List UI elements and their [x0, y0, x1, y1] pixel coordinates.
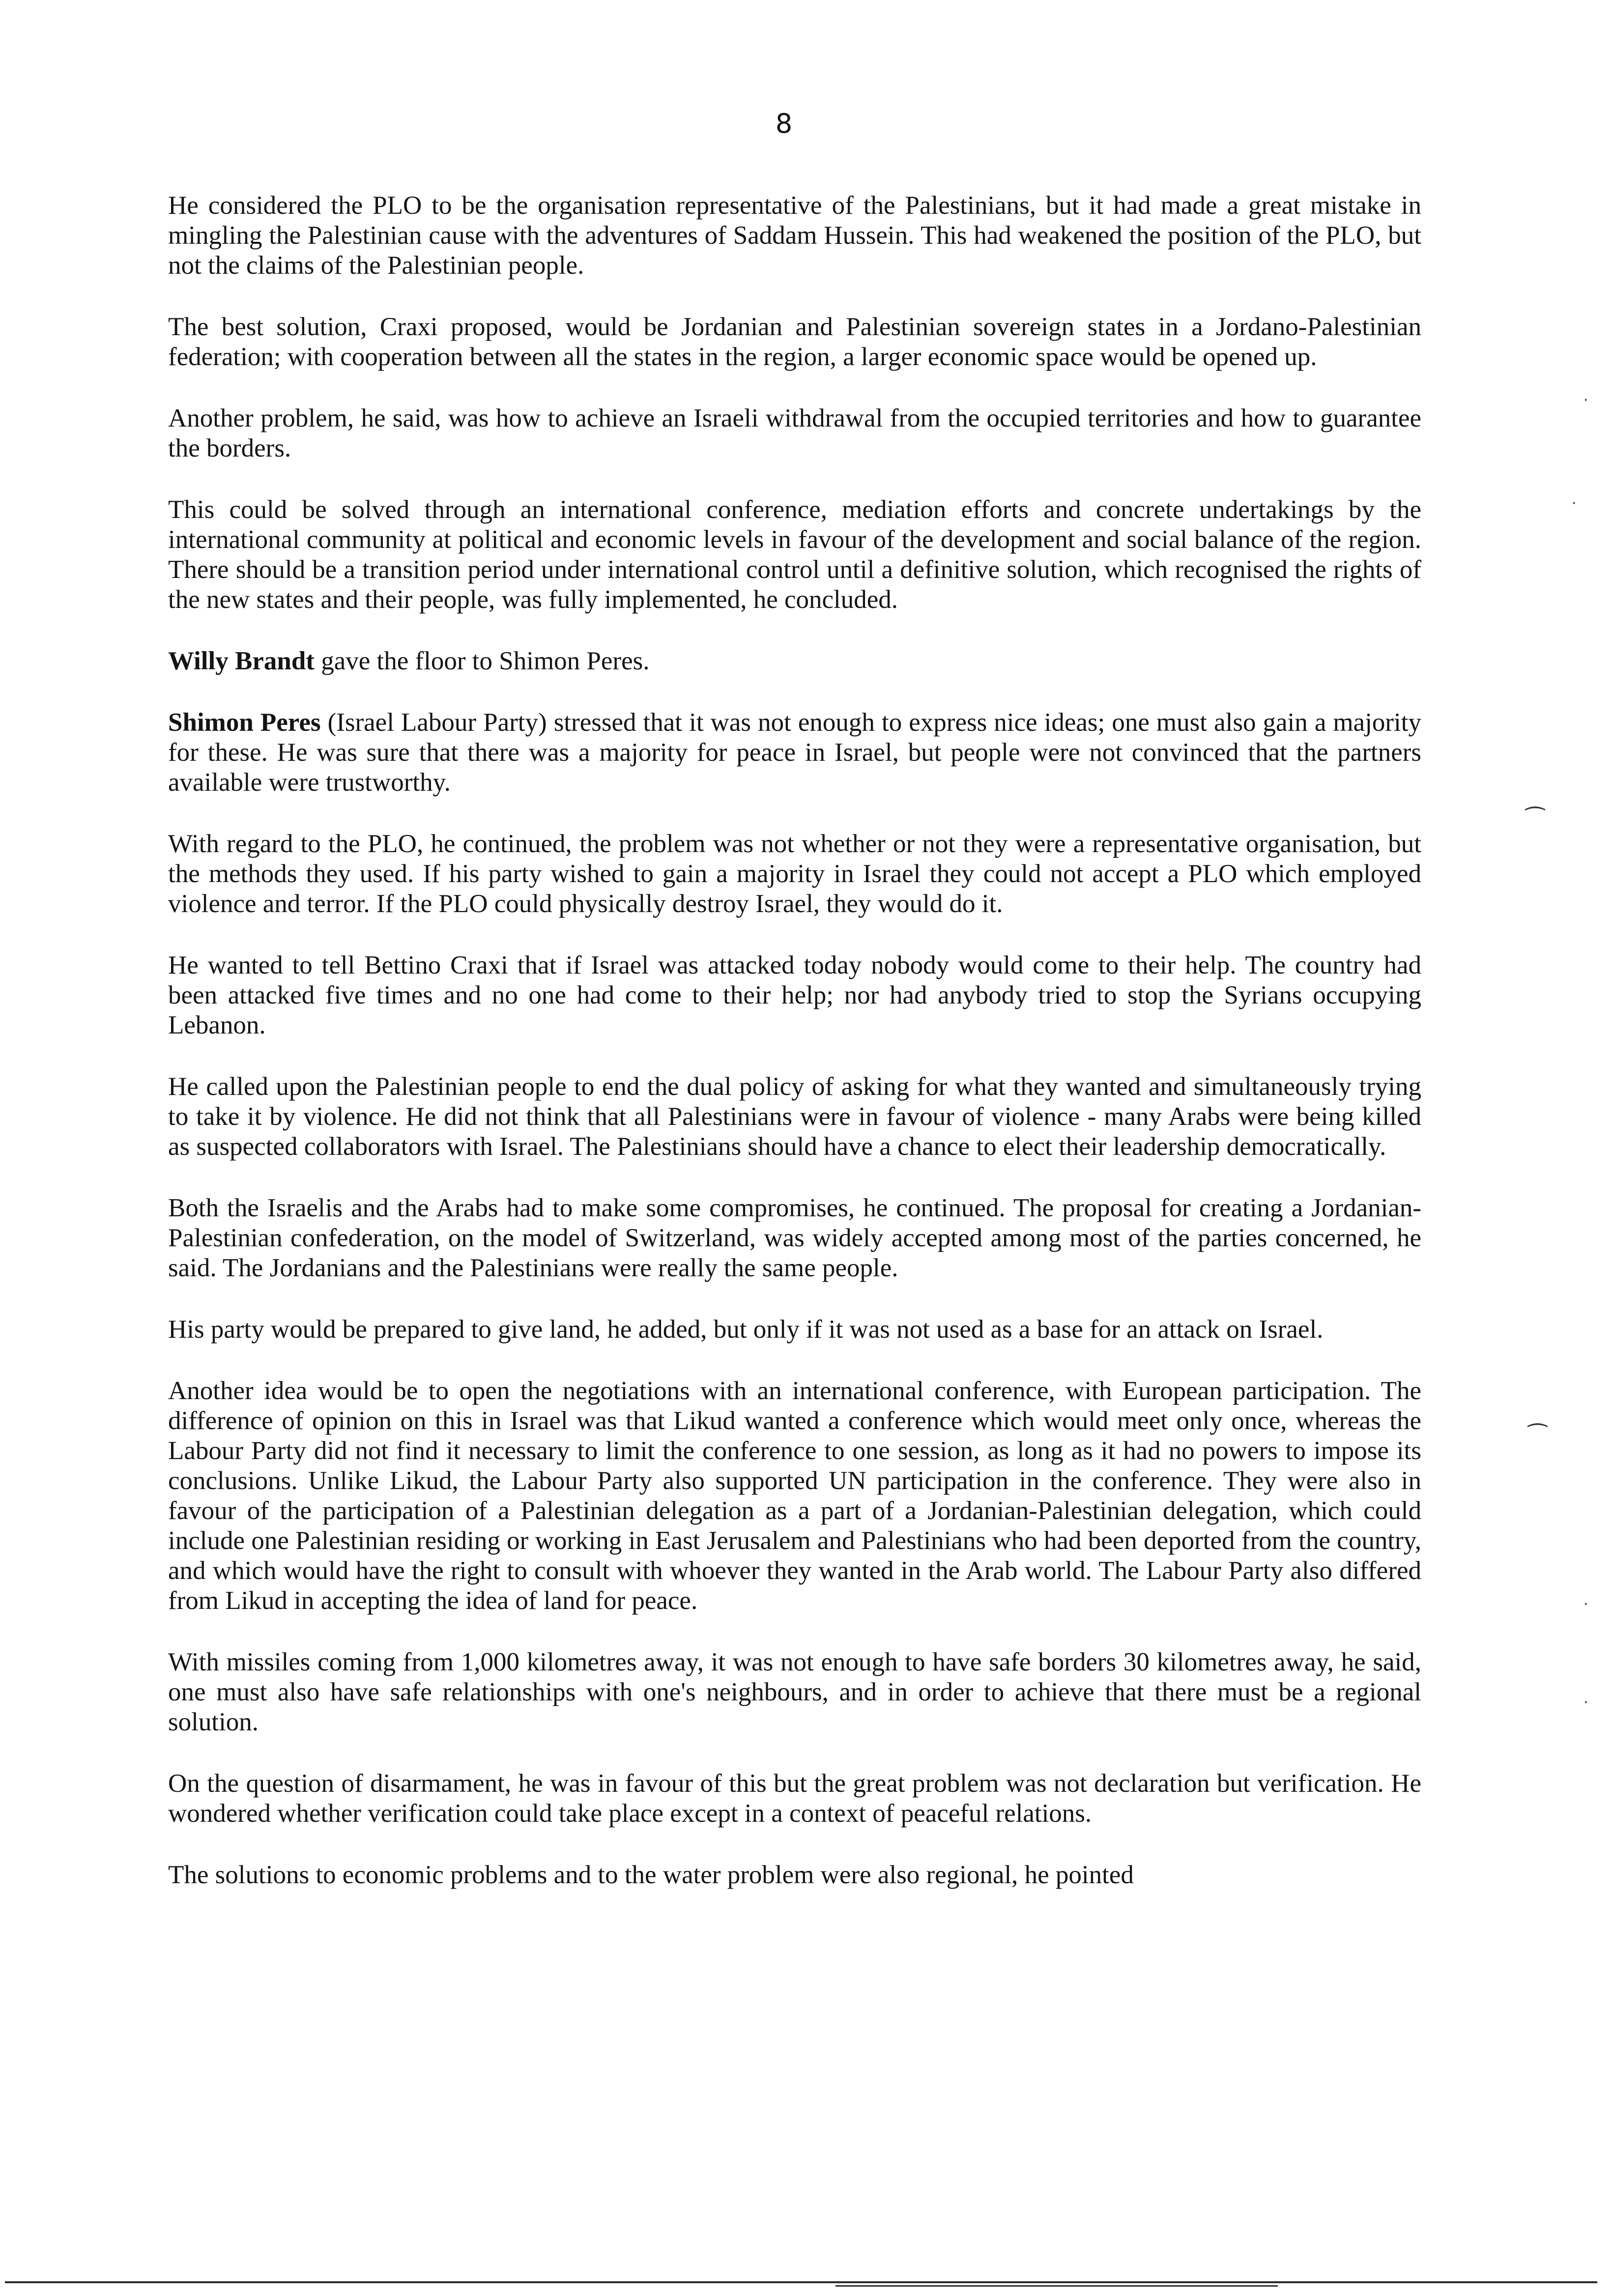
paragraph-text: Another problem, he said, was how to achieve an Israeli withdrawal from the occupied territories and how to guarantee the borders.: [168, 404, 1421, 462]
paragraph-text: On the question of disarmament, he was in favour of this but the great problem was not declaration but verification. He wondered whether verification could take place except in a context of peaceful relations.: [168, 1769, 1421, 1828]
paragraph: [168, 646, 1421, 676]
paragraph: [168, 950, 1421, 1040]
margin-scan-mark: ⁀: [1526, 806, 1544, 833]
page-number: 8: [775, 108, 793, 139]
page-bottom-rule: [5, 2281, 1597, 2283]
paragraph-text: gave the floor to Shimon Peres.: [314, 647, 650, 675]
margin-scan-mark: ·: [1583, 392, 1588, 409]
paragraph-text: The solutions to economic problems and to the water problem were also regional, he pointed: [168, 1861, 1134, 1889]
margin-scan-mark: ⁀: [1528, 1423, 1547, 1450]
paragraph: [168, 1647, 1421, 1737]
paragraph: [168, 829, 1421, 919]
paragraph: [168, 1315, 1421, 1345]
paragraph-text: He called upon the Palestinian people to end the dual policy of asking for what they wanted and simultaneously trying to take it by violence. He did not think that all Palestinians were in favour of violence - many Arabs were being killed as suspected collaborators with Israel. The Palestinians should have a chance to elect their leadership democratically.: [168, 1072, 1421, 1161]
page-bottom-rule: [835, 2285, 1278, 2287]
paragraph-text: Another idea would be to open the negotiations with an international conference, with European participation. The difference of opinion on this in Israel was that Likud wanted a conference which would meet only once, whereas the Labour Party did not find it necessary to limit the conference to one session, as long as it had no powers to impose its conclusions. Unlike Likud, the Labour Party also supported UN participation in the conference. They were also in favour of the participation of a Palestinian delegation as a part of a Jordanian-Palestinian delegation, which could include one Palestinian residing or working in East Jerusalem and Palestinians who had been deported from the country, and which would have the right to consult with whoever they wanted in the Arab world. The Labour Party also differed from Likud in accepting the idea of land for peace.: [168, 1377, 1421, 1615]
margin-scan-mark: ·: [1583, 1596, 1588, 1613]
body-text: [168, 191, 1421, 1922]
margin-scan-mark: ·: [1583, 1694, 1588, 1711]
paragraph: [168, 191, 1421, 281]
speaker-name: Willy Brandt: [168, 647, 315, 675]
paragraph-text: His party would be prepared to give land, he added, but only if it was not used as a base for an attack on Israel.: [168, 1315, 1324, 1344]
paragraph-text: He wanted to tell Bettino Craxi that if Israel was attacked today nobody would come to their help. The country had been attacked five times and no one had come to their help; nor had anybody tried to stop the Syrians occupying Lebanon.: [168, 951, 1421, 1039]
paragraph-text: He considered the PLO to be the organisation representative of the Palestinians, but it had made a great mistake in mingling the Palestinian cause with the adventures of Saddam Hussein. This had weakened the position of the PLO, but not the claims of the Palestinian people.: [168, 191, 1421, 280]
paragraph: [168, 1769, 1421, 1829]
paragraph-text: With missiles coming from 1,000 kilometres away, it was not enough to have safe borders 30 kilometres away, he said, one must also have safe relationships with one's neighbours, and in order to achieve that there must be a regional solution.: [168, 1648, 1421, 1736]
paragraph: [168, 495, 1421, 615]
paragraph: [168, 312, 1421, 372]
speaker-name: Shimon Peres: [168, 708, 321, 737]
paragraph-text: Both the Israelis and the Arabs had to make some compromises, he continued. The proposal for creating a Jordanian-Palestinian confederation, on the model of Switzerland, was widely accepted among most of the parties concerned, he said. The Jordanians and the Palestinians were really the same people.: [168, 1194, 1421, 1282]
paragraph: [168, 1376, 1421, 1616]
paragraph: [168, 1193, 1421, 1283]
paragraph: [168, 403, 1421, 463]
paragraph-text: The best solution, Craxi proposed, would be Jordanian and Palestinian sovereign states in a Jordano-Palestinian federation; with cooperation between all the states in the region, a larger economic space would be opened up.: [168, 313, 1421, 371]
paragraph: [168, 708, 1421, 798]
paragraph: [168, 1072, 1421, 1162]
paragraph: [168, 1860, 1421, 1890]
paragraph-text: (Israel Labour Party) stressed that it was not enough to express nice ideas; one must also gain a majority for these. He was sure that there was a majority for peace in Israel, but people were not convinced that the partners available were trustworthy.: [168, 708, 1421, 797]
paragraph-text: This could be solved through an international conference, mediation efforts and concrete undertakings by the international community at political and economic levels in favour of the development and social balance of the region. There should be a transition period under international control until a definitive solution, which recognised the rights of the new states and their people, was fully implemented, he concluded.: [168, 495, 1421, 614]
paragraph-text: With regard to the PLO, he continued, the problem was not whether or not they were a representative organisation, but the methods they used. If his party wished to gain a majority in Israel they could not accept a PLO which employed violence and terror. If the PLO could physically destroy Israel, they would do it.: [168, 830, 1421, 918]
margin-scan-mark: ·: [1572, 495, 1577, 512]
